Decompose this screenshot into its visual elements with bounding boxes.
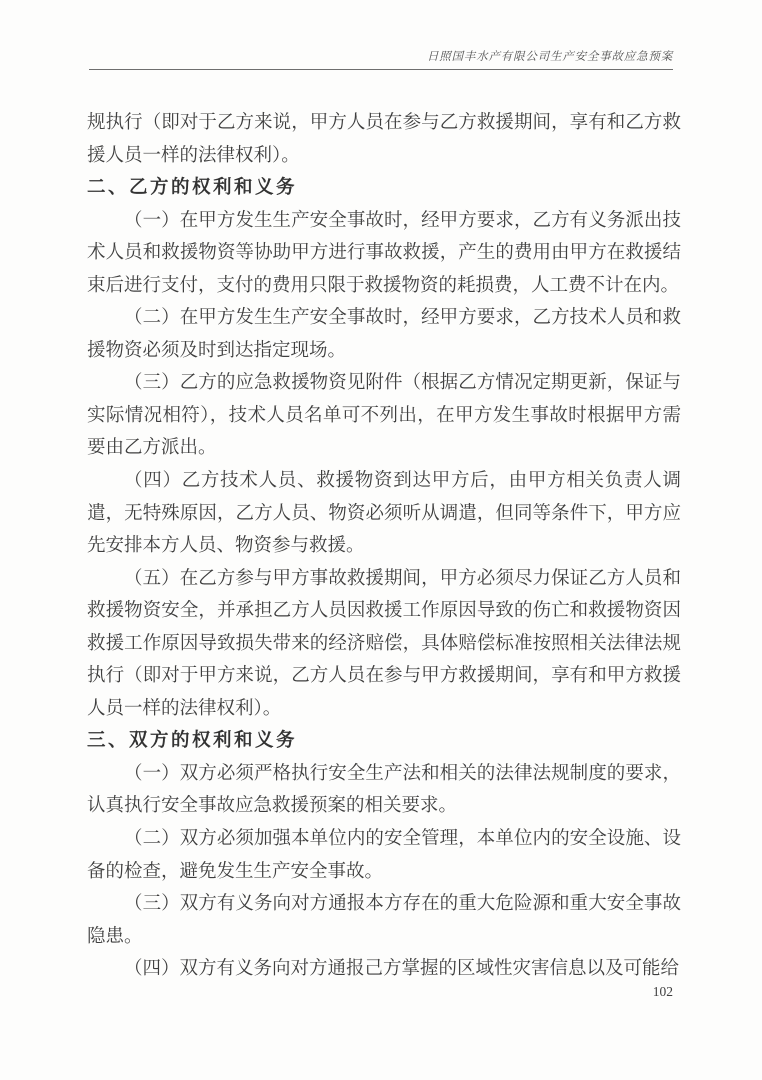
paragraph: （三）乙方的应急救援物资见附件（根据乙方情况定期更新，保证与实际情况相符），技术人员名单可不列出，在甲方发生事故时根据甲方需要由乙方派出。 [87,373,681,459]
page-number: 102 [652,984,673,999]
section-heading-party-b: 二、乙方的权利和义务 [87,178,298,199]
header-rule [89,69,673,70]
paragraph: （四）双方有义务向对方通报己方掌握的区域性灾害信息以及可能给 [124,959,680,980]
document-content [87,107,681,986]
paragraph: （一）双方必须严格执行安全生产法和相关的法律法规制度的要求，认真执行安全事故应急救援预案的相关要求。 [87,763,681,817]
paragraph: （五）在乙方参与甲方事故救援期间，甲方必须尽力保证乙方人员和救援物资安全，并承担乙方人员因救援工作原因导致的伤亡和救援物资因救援工作原因导致损失带来的经济赔偿，具体赔偿标准按照相关法律法规执行（即对于甲方来说，乙方人员在参与甲方救援期间，享有和甲方救援人员一样的法律权利）。 [87,568,681,719]
paragraph: （三）双方有义务向对方通报本方存在的重大危险源和重大安全事故隐患。 [87,894,681,947]
paragraph: （二）双方必须加强本单位内的安全管理，本单位内的安全设施、设备的检查，避免发生生产安全事故。 [87,829,681,882]
page-footer [653,984,673,1000]
paragraph-continuation: 规执行（即对于乙方来说，甲方人员在参与乙方救援期间，享有和乙方救援人员一样的法律权利）。 [87,113,681,166]
section-heading-both-parties: 三、双方的权利和义务 [87,731,298,752]
paragraph: （二）在甲方发生生产安全事故时，经甲方要求，乙方技术人员和救援物资必须及时到达指定现场。 [87,308,681,361]
paragraph: （一）在甲方发生生产安全事故时，经甲方要求，乙方有义务派出技术人员和救援物资等协助甲方进行事故救援，产生的费用由甲方在救援结束后进行支付，支付的费用只限于救援物资的耗损费，人工费不计在内。 [87,210,681,296]
paragraph: （四）乙方技术人员、救援物资到达甲方后，由甲方相关负责人调遣，无特殊原因，乙方人员、物资必须听从调遣，但同等条件下，甲方应先安排本方人员、物资参与救援。 [87,471,681,557]
header-title: 日照国丰水产有限公司生产安全事故应急预案 [427,51,673,63]
